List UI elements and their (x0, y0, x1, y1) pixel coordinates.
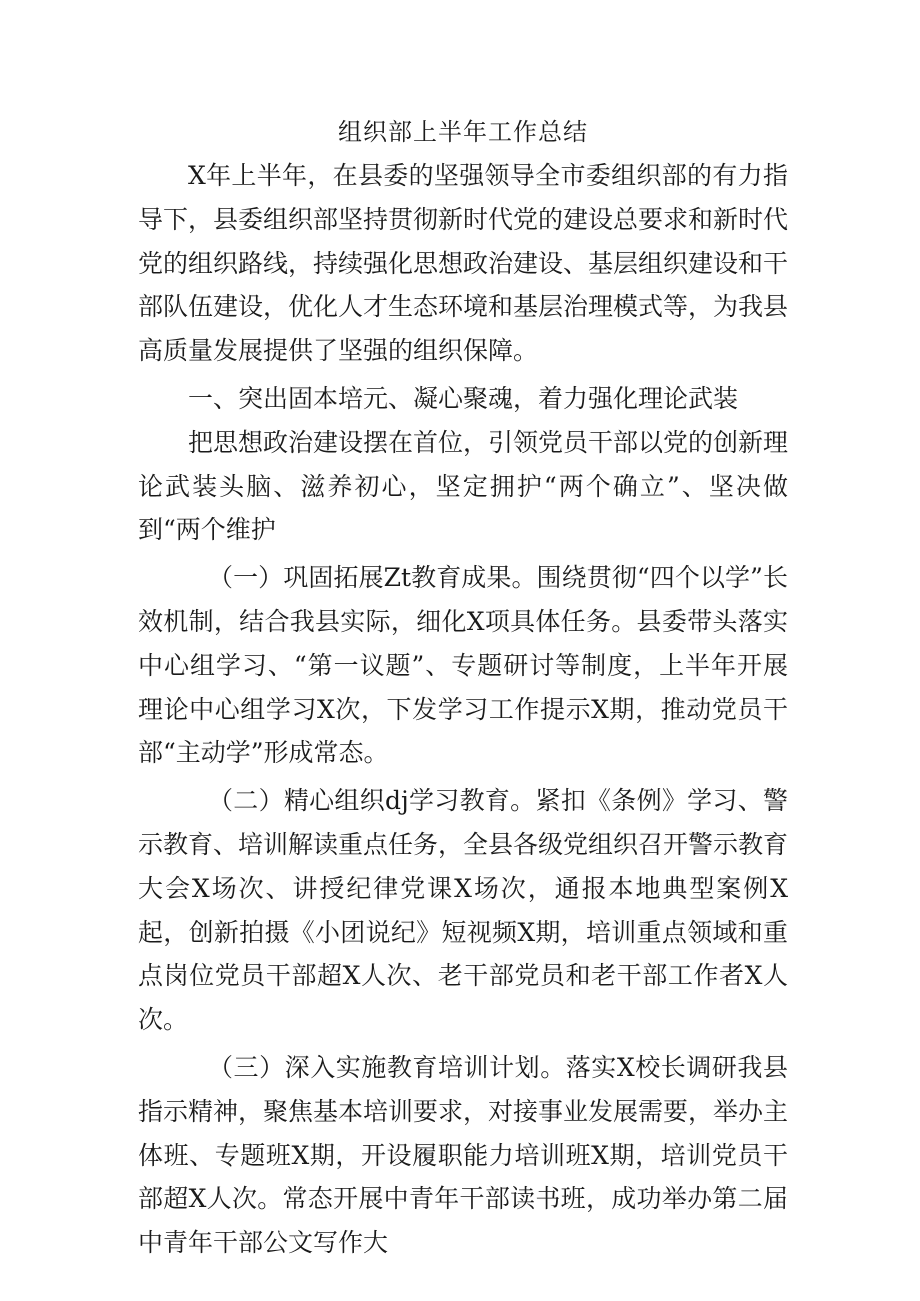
section1-intro-paragraph: 把思想政治建设摆在首位，引领党员干部以党的创新理论武装头脑、滋养初心，坚定拥护“两个确立”、坚决做到“两个维护 (138, 427, 789, 545)
item1-paragraph: （一）巩固拓展Zt教育成果。围绕贯彻“四个以学”长效机制，结合我县实际，细化X项具体任务。县委带头落实中心组学习、“第一议题”、专题研讨等制度，上半年开展理论中心组学习X次，下发学习工作提示X期，推动党员干部“主动学”形成常态。 (138, 563, 788, 768)
item3-paragraph: （三）深入实施教育培训计划。落实X校长调研我县指示精神，聚焦基本培训要求，对接事业发展需要，举办主体班、专题班X期，开设履职能力培训班X期，培训党员干部超X人次。常态开展中青年干部读书班，成功举办第二届中青年干部公文写作大 (138, 1052, 789, 1258)
document-title: 组织部上半年工作总结 (338, 118, 588, 146)
section1-heading: 一、突出固本培元、凝心聚魂，着力强化理论武装 (188, 383, 739, 413)
document-page (138, 112, 788, 1265)
item2-paragraph: （二）精心组织dj学习教育。紧扣《条例》学习、警示教育、培训解读重点任务，全县各级党组织召开警示教育大会X场次、讲授纪律党课X场次，通报本地典型案例X起，创新拍摄《小团说纪》短视频X期，培训重点领域和重点岗位党员干部超X人次、老干部党员和老干部工作者X人次。 (138, 786, 789, 1035)
intro-paragraph: X年上半年，在县委的坚强领导全市委组织部的有力指导下，县委组织部坚持贯彻新时代党的建设总要求和新时代党的组织路线，持续强化思想政治建设、基层组织建设和干部队伍建设，优化人才生态环境和基层治理模式等，为我县高质量发展提供了坚强的组织保障。 (138, 161, 789, 366)
